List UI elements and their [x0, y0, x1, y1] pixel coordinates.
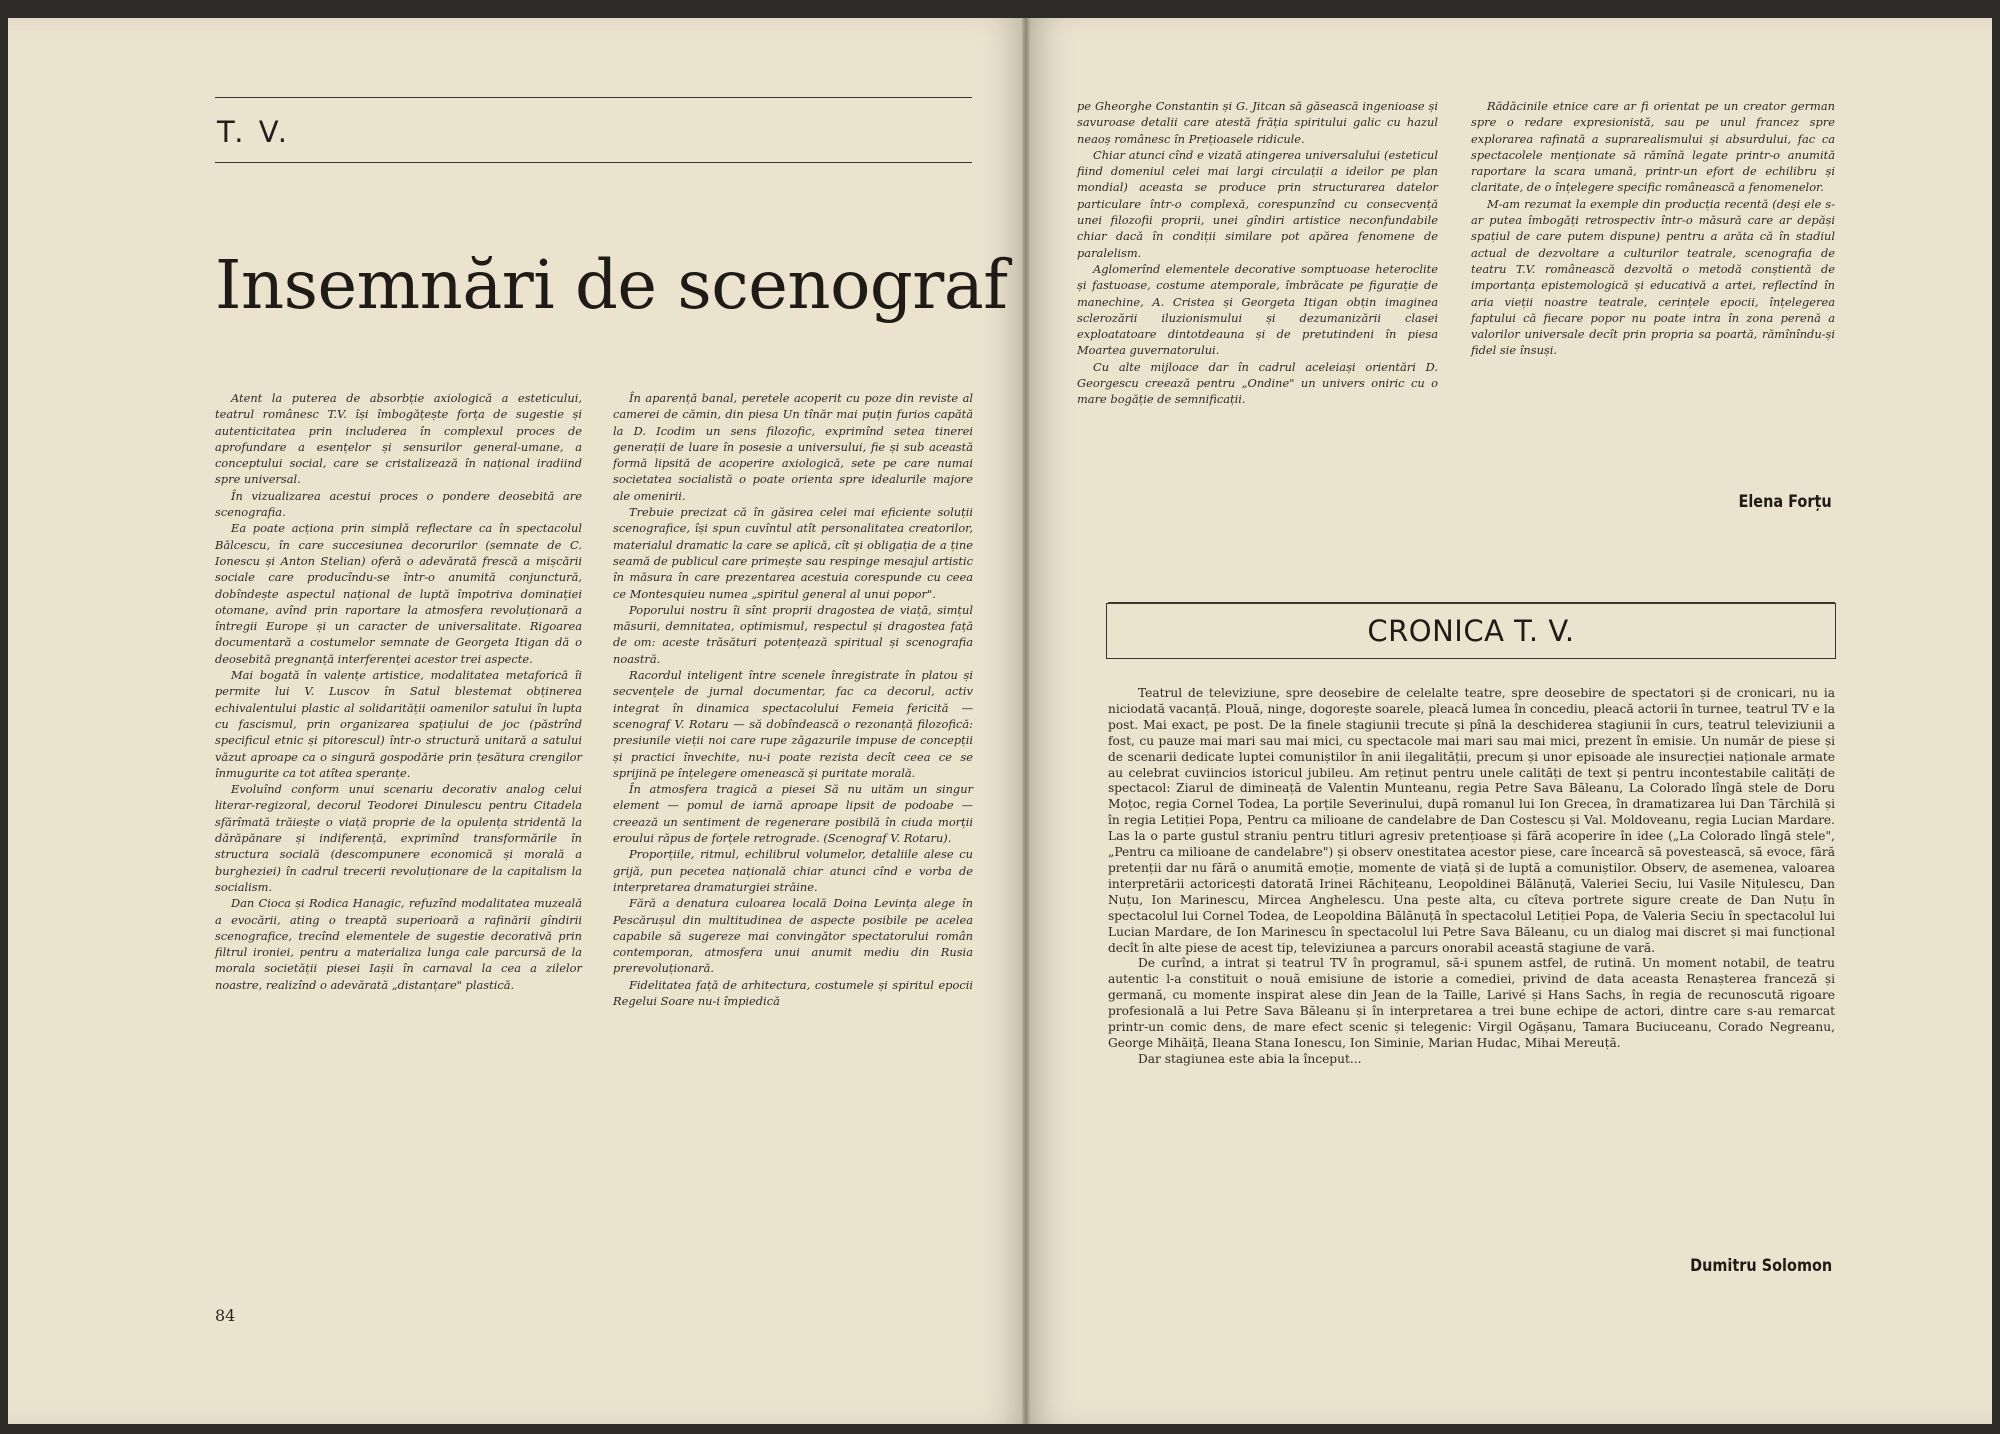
article1-col2-paragraph: Poporului nostru îi sînt proprii dragostea de viață, simțul măsurii, demnitatea, optimismul, respectul și dragostea față de om: aceste trăsături potențează spiritual și scenografia noastră. [613, 602, 973, 666]
article1-col4-paragraph: M-am rezumat la exemple din producția recentă (deși ele s-ar putea îmbogăți retrospectiv într-o măsură care ar depăși spațiul de care putem dispune) pentru a arăta că în stadiul actual de dezvoltare a culturilor teatrale, scenografia de teatru T.V. românească dezvoltă o metodă conștientă de importanța epistemologică și educativă a artei, reflectînd în aria vieții noastre teatrale, cerințele epocii, înțelegerea faptului că fiecare popor nu poate intra în zona perenă a valorilor universale decît prin propria sa poartă, rămînîndu-și fidel sie însuși. [1471, 196, 1835, 358]
cronica-heading: CRONICA T. V. [1367, 614, 1575, 648]
article1-col2-paragraph: Trebuie precizat că în găsirea celei mai eficiente soluții scenografice, își spun cuvîntul atît personalitatea creatorilor, materialul dramatic la care se aplică, cît și obligația de a ține seamă de publicul care primește sau respinge mesajul artistic în măsura în care prezentarea acestuia corespunde cu ceea ce Montesquieu numea „spiritul general al unui popor". [613, 505, 973, 601]
article1-col2-paragraph: În atmosfera tragică a piesei Să nu uităm un singur element — pomul de iarnă aproape lipsit de podoabe — creează un sentiment de regenerare posibilă în ciuda morții eroului răpus de forțele retrograde. (Scenograf V. Rotaru). [613, 782, 973, 846]
article1-col2-paragraph: În aparență banal, peretele acoperit cu poze din reviste al camerei de cămin, din piesa Un tînăr mai puțin furios capătă la D. Icodim un sens filozofic, exprimînd setea tinerei generații de luare în posesie a universului, fie și sub această formă lipsită de acoperire axiologică, sete pe care numai societatea socialistă o poate orienta spre idealurile majore ale omenirii. [613, 391, 973, 503]
article1-col1-paragraph: Atent la puterea de absorbție axiologică a esteticului, teatrul românesc T.V. își îmbogățește forța de sugestie și autenticitatea prin includerea în complexul proces de aprofundare a esențelor și sensurilor general-umane, a conceptului social, care se cristalizează în național iradiind spre universal. [215, 391, 582, 487]
header-rule-top [215, 97, 972, 98]
header-rule-bottom [215, 162, 972, 163]
article1-column-1 [215, 390, 582, 993]
article1-column-2 [613, 390, 973, 1009]
section-label: T. V. [217, 115, 291, 149]
article2-paragraph: Teatrul de televiziune, spre deosebire de celelalte teatre, spre deosebire de spectatori și de cronicari, nu ia niciodată vacanță. Plouă, ninge, dogorește soarele, pleacă lumea în concediu, pleacă actorii în turnee, teatrul TV e la post. Mai exact, pe post. De la finele stagiunii trecute și pînă la deschiderea stagiunii în curs, teatrul televiziunii a fost, cu pauze mai mari sau mai mici, cu spectacole mai mari sau mai mici, prezent în emisie. Un număr de piese și de scenarii dedicate luptei comuniștilor în anii ilegalității, precum și unor episoade ale insurecției naționale armate au celebrat cuviincios istoricul jubileu. Am reținut pentru unele calități de text și pentru incontestabile calități de spectacol: Ziarul de dimineață de Valentin Munteanu, regia Petre Sava Băleanu, La Colorado lîngă stele de Doru Moțoc, regia Cornel Todea, La porțile Severinului, după romanul lui Ion Grecea, în dramatizarea lui Dan Tărchilă și în regia Letiției Popa, Pentru ca milioane de candelabre de Dan Costescu și Val. Moldoveanu, regia Lucian Mardare. Las la o parte gustul straniu pentru titluri agresiv pretențioase și fără acoperire în idee („La Colorado lîngă stele", „Pentru ca milioane de candelabre") și observ onestitatea acestor piese, care încearcă să povestească, să evoce, fără pretenții dar nu fără o anumită emoție, momente de viață și de luptă a comuniștilor. Observ, de asemenea, valoarea interpretării actoricești datorată Irinei Răchițeanu, Leopoldinei Bălănuță, Valeriei Seciu, lui Vasile Nițulescu, Dan Nuțu, Ion Marinescu, Mircea Anghelescu. Una peste alta, cu cîteva portrete sigure create de Dan Nuțu în spectacolul lui Cornel Todea, de Leopoldina Bălănuță în spectacolul Letiției Popa, de Valeria Seciu în spectacolul lui Lucian Mardare, de Ion Marinescu în spectacolul lui Petre Sava Băleanu, cu un dialog mai discret și mai funcțional decît în alte piese de acest tip, televiziunea a parcurs onorabil această stagiune de vară. [1108, 686, 1835, 955]
article1-author: Elena Forțu [1738, 492, 1832, 512]
article1-col1-paragraph: Evoluînd conform unui scenariu decorativ analog celui literar-regizoral, decorul Teodorei Dinulescu pentru Citadela sfărîmată trăiește o viață proprie de la opulența stridentă la dărăpănare și indiferență, exprimînd transformările în structura socială (descompunere economică și morală a burgheziei) în cadrul trecerii revoluționare de la capitalism la socialism. [215, 782, 582, 894]
article1-col3-paragraph: Chiar atunci cînd e vizată atingerea universalului (esteticul fiind domeniul celei mai largi circulații a ideilor pe plan mondial) aceasta se produce prin structurarea datelor particulare într-o complexă, corespunzînd cu consecvență unei filozofii proprii, unei gîndiri artistice neconfundabile chiar dacă în condiții similare pot apărea fenomene de paralelism. [1077, 147, 1438, 260]
article1-col3-paragraph: Aglomerînd elementele decorative somptuoase heteroclite și fastuoase, costume atemporale, îmbrăcate pe figurație de manechine, A. Cristea și Georgeta Itigan obțin imaginea sclerozării iluzionismului și dezumanizării clasei exploatatoare dintotdeauna și de pretutindeni în piesa Moartea guvernatorului. [1077, 261, 1438, 358]
article2-paragraph: De curînd, a intrat și teatrul TV în programul, să-i spunem astfel, de rutină. Un moment notabil, de teatru autentic l-a constituit o nouă emisiune de istorie a comediei, privind de data aceasta Renașterea franceză și germană, cu momente inspirat alese din Jean de la Taille, Larivé și Hans Sachs, în regia de recunoscută rigoare profesională a lui Petre Sava Băleanu și în interpretarea a trei bune echipe de actori, dintre care s-au remarcat printr-un comic dens, de mare efect scenic și telegenic: Virgil Ogășanu, Tamara Buciuceanu, Corado Negreanu, George Mihăiță, Ileana Stana Ionescu, Ion Siminie, Marian Hudac, Mihai Mereuță. [1108, 956, 1835, 1050]
article1-col2-paragraph: Racordul inteligent între scenele înregistrate în platou și secvențele de jurnal documentar, fac ca decorul, activ integrat în dinamica spectacolului Femeia fericită — scenograf V. Rotaru — să dobîndească o rezonanță filozofică: presiunile vieții noi care rupe zăgazurile impuse de concepții și practici învechite, nu-i poate rezista decît ceea ce se sprijină pe înțelegere omenească și puritate morală. [613, 668, 973, 780]
article2-author: Dumitru Solomon [1689, 1256, 1832, 1276]
article1-col3-paragraph: pe Gheorghe Constantin și G. Jitcan să găsească ingenioase și savuroase detalii care atestă frăția spiritului galic cu hazul neaoș românesc în Prețioasele ridicule. [1077, 99, 1438, 146]
article2-body [1108, 686, 1835, 1068]
article1-col1-paragraph: În vizualizarea acestui proces o pondere deosebită are scenografia. [215, 488, 582, 520]
article2-paragraph: Dar stagiunea este abia la început... [1138, 1051, 1362, 1066]
article-title: Insemnări de scenograf [215, 246, 1008, 324]
article1-col1-paragraph: Ea poate acționa prin simplă reflectare ca în spectacolul Bălcescu, în care succesiunea decorurilor (semnate de C. Ionescu și Anton Stelian) oferă o adevărată frescă a mișcării sociale care producîndu-se într-o anumită conjunctură, dobîndește aspectul național de luptă împotriva dominației otomane, avînd prin raportare la atmosfera revoluționară a întregii Europe și un caracter de universalitate. Rigoarea documentară a costumelor semnate de Georgeta Itigan dă o deosebită pregnanță interferenței acestor trei aspecte. [215, 521, 582, 666]
article1-column-4 [1471, 98, 1835, 359]
article1-col2-paragraph: Proporțiile, ritmul, echilibrul volumelor, detaliile alese cu grijă, pun pecetea națională chiar atunci cînd e vorba de interpretarea dramaturgiei străine. [613, 847, 973, 894]
article1-col1-paragraph: Dan Cioca și Rodica Hanagic, refuzînd modalitatea muzeală a evocării, ating o treaptă superioară a rafinării gîndirii scenografice, trecînd elementele de sugestie decorativă prin filtrul ironiei, pentru a materializa lunga cale parcursă de la morala societății piesei Iașii în carnaval la cea a zilelor noastre, realizînd o adevărată „distanțare" plastică. [215, 896, 582, 992]
cronica-heading-box [1106, 603, 1836, 659]
article1-col4-paragraph: Rădăcinile etnice care ar fi orientat pe un creator german spre o redare expresionistă, sau pe unul francez spre explorarea rafinată a suprarealismului și absurdului, fac ca spectacolele menționate să rămînă legate printr-o anumită raportare la scara umană, printr-un efort de echilibru și claritate, de o înțelegere specific românească a fenomenelor. [1471, 99, 1835, 195]
page-number: 84 [215, 1306, 236, 1325]
article1-col3-paragraph: Cu alte mijloace dar în cadrul aceleiași orientări D. Georgescu creează pentru „Ondine" un univers oniric cu o mare bogăție de semnificații. [1077, 359, 1438, 407]
article1-column-3 [1077, 98, 1438, 408]
article1-col2-paragraph: Fără a denatura culoarea locală Doina Levința alege în Pescărușul din multitudinea de aspecte posibile pe acelea capabile să sugereze mai convingător spectatorului român contemporan, atmosfera unui anumit mediu din Rusia prerevoluționară. [613, 896, 973, 976]
book-spine [1022, 18, 1030, 1424]
article1-col2-paragraph: Fidelitatea față de arhitectura, costumele și spiritul epocii Regelui Soare nu-i împiedică [613, 977, 973, 1008]
article1-col1-paragraph: Mai bogată în valențe artistice, modalitatea metaforică îi permite lui V. Luscov în Satul blestemat obținerea echivalentului plastic al solidarității oamenilor satului în lupta cu fascismul, prin organizarea spațiului de joc (păstrînd specificul etnic și pitorescul) într-o structură unitară a satului văzut aproape ca o singură gospodărie prin țesătura crengilor înmugurite ca tot atîtea speranțe. [215, 668, 582, 780]
